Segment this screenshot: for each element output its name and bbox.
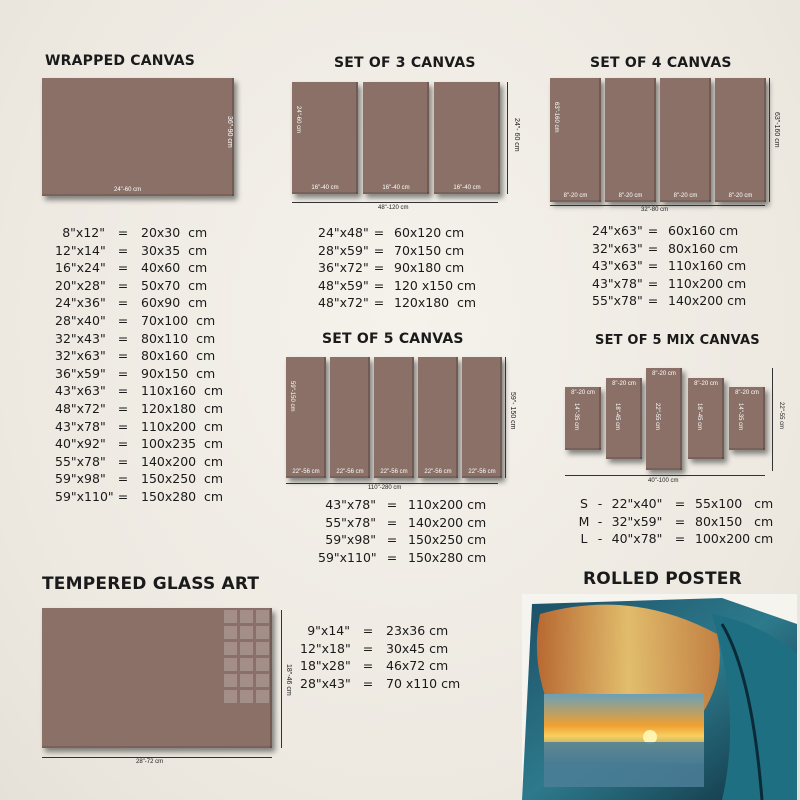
size-row <box>55 259 223 277</box>
rolled-poster-image <box>522 594 797 800</box>
equals-sign: = <box>647 293 659 309</box>
equals-sign: = <box>386 532 398 548</box>
size-cm: 30x45 cm <box>386 640 449 656</box>
size-inches: 8"x12" <box>62 225 105 240</box>
glass-height-line <box>281 610 282 748</box>
poster-title: ROLLED POSTER <box>583 569 742 589</box>
size-row <box>318 496 486 514</box>
size-row <box>318 242 476 260</box>
size-inches: 32"x59" <box>611 513 663 529</box>
wrapped-width-label: 24"-60 cm <box>114 187 142 193</box>
canvas-panel <box>374 357 414 478</box>
size-inches: 20"x28" <box>55 277 106 293</box>
equals-sign: = <box>117 260 129 276</box>
size-cm: 30x35 cm <box>141 242 208 258</box>
mix-panel-width-label: 8"-20 cm <box>694 381 718 387</box>
size-code: L <box>580 531 588 547</box>
equals-sign: = <box>373 242 385 258</box>
size-inches: 32"x63" <box>592 240 643 256</box>
equals-sign: = <box>117 348 129 364</box>
canvas-panel <box>418 357 458 478</box>
set3-width-line <box>292 202 498 203</box>
mix-size-row <box>577 530 773 548</box>
set5mix-right-label: 22"-55 cm <box>778 402 784 430</box>
size-cm: 40x60 cm <box>141 260 208 276</box>
size-row <box>592 222 746 240</box>
size-inches: 55"x78" <box>55 453 106 469</box>
canvas-panel <box>330 357 370 478</box>
wrapped-height-label: 36"-90 cm <box>226 116 233 148</box>
panel-width-label: 22"-56 cm <box>424 469 452 475</box>
size-row <box>318 531 486 549</box>
canvas-panel <box>550 78 601 202</box>
size-cm: 80x160 cm <box>668 240 739 256</box>
canvas-panel <box>660 78 711 202</box>
panel-width-label: 8"-20 cm <box>563 193 588 199</box>
size-row <box>55 365 223 383</box>
size-cm: 55x100 cm <box>695 496 774 511</box>
mix-canvas-panel <box>729 387 765 450</box>
size-row <box>55 453 223 471</box>
set5-size-list <box>318 496 486 566</box>
set5-height-label: 59"- 150 cm <box>509 392 516 430</box>
size-row <box>592 257 746 275</box>
size-inches: 43"x78" <box>55 418 106 434</box>
size-inches: 28"x43" <box>300 675 351 691</box>
size-code: M <box>578 513 590 529</box>
glass-title: TEMPERED GLASS ART <box>42 574 260 594</box>
set5-height-line <box>505 357 506 478</box>
equals-sign: = <box>117 225 129 240</box>
mix-size-row <box>577 513 773 531</box>
panel-height-label: 59"-150 cm <box>289 381 295 412</box>
size-row <box>55 418 223 436</box>
size-cm: 150x280 cm <box>408 549 487 565</box>
size-row <box>55 488 223 506</box>
set5-width-line <box>286 483 498 484</box>
size-inches: 59"x110" <box>318 549 377 565</box>
set4-width-label: 32"-80 cm <box>641 207 669 213</box>
equals-sign: = <box>117 453 129 469</box>
size-inches: 43"x63" <box>592 258 643 274</box>
size-cm: 80x110 cm <box>141 330 216 346</box>
equals-sign: = <box>373 277 385 293</box>
size-row <box>55 382 223 400</box>
equals-sign: = <box>674 496 686 511</box>
size-row <box>55 330 223 348</box>
size-row <box>318 294 476 312</box>
equals-sign: = <box>386 497 398 512</box>
size-cm: 23x36 cm <box>386 623 449 638</box>
size-cm: 46x72 cm <box>386 658 449 674</box>
size-inches: 18"x28" <box>300 658 351 674</box>
size-inches: 28"x59" <box>318 242 369 258</box>
equals-sign: = <box>674 513 686 529</box>
set5mix-title: SET OF 5 MIX CANVAS <box>595 333 760 348</box>
size-row <box>318 259 476 277</box>
size-cm: 50x70 cm <box>141 277 208 293</box>
size-cm: 110x160 cm <box>141 383 224 399</box>
mix-canvas-panel <box>646 368 682 470</box>
size-row <box>318 514 486 532</box>
size-inches: 24"x63" <box>592 223 643 238</box>
set5mix-size-list <box>577 495 773 548</box>
equals-sign: = <box>386 549 398 565</box>
equals-sign: = <box>117 418 129 434</box>
size-row <box>592 240 746 258</box>
set4-height-label: 63"-160 cm <box>773 112 780 148</box>
mix-panel-height-label: 18"-45 cm <box>614 402 620 430</box>
mix-canvas-panel <box>606 378 642 459</box>
size-cm: 140x200 cm <box>668 293 747 309</box>
equals-sign: = <box>362 675 374 691</box>
set3-title: SET OF 3 CANVAS <box>334 55 476 71</box>
size-cm: 150x250 cm <box>408 532 487 548</box>
glass-size-list <box>300 622 460 692</box>
equals-sign: = <box>674 531 686 547</box>
canvas-panel <box>292 82 358 194</box>
glass-height-label: 18"-46 cm <box>285 664 292 696</box>
equals-sign: = <box>117 277 129 293</box>
equals-sign: = <box>362 640 374 656</box>
size-cm: 150x280 cm <box>141 488 224 504</box>
set3-size-list <box>318 224 476 312</box>
size-cm: 100x235 cm <box>141 436 224 452</box>
size-inches: 16"x24" <box>55 260 106 276</box>
panel-width-label: 8"-20 cm <box>728 193 753 199</box>
size-code: S <box>580 496 588 511</box>
set5mix-width-line <box>565 475 765 476</box>
mix-panel-width-label: 8"-20 cm <box>652 371 676 377</box>
wrapped-canvas-panel <box>42 78 234 196</box>
panel-width-label: 22"-56 cm <box>336 469 364 475</box>
size-cm: 90x180 cm <box>394 260 465 276</box>
size-cm: 110x200 cm <box>141 418 224 434</box>
size-inches: 48"x59" <box>318 277 369 293</box>
equals-sign: = <box>117 471 129 487</box>
size-inches: 36"x59" <box>55 365 106 381</box>
set3-height-line <box>507 82 508 194</box>
size-cm: 120x180 cm <box>141 400 224 416</box>
size-row <box>55 277 223 295</box>
panel-height-label: 24"-60 cm <box>295 106 301 134</box>
mix-panel-width-label: 8"-20 cm <box>571 390 595 396</box>
mix-panel-height-label: 14"-35 cm <box>573 402 579 430</box>
panel-width-label: 8"-20 cm <box>618 193 643 199</box>
size-inches: 55"x78" <box>592 293 643 309</box>
size-inches: 9"x14" <box>307 623 350 638</box>
panel-height-label: 63"-160 cm <box>553 102 559 133</box>
panel-width-label: 16"-40 cm <box>453 185 481 191</box>
size-inches: 43"x63" <box>55 383 106 399</box>
size-row <box>55 470 223 488</box>
set3-width-label: 48"-120 cm <box>378 205 409 211</box>
wrapped-size-list <box>55 224 223 506</box>
mix-panel-height-label: 14"-35 cm <box>737 402 743 430</box>
glass-width-label: 28"-72 cm <box>136 759 164 765</box>
dash: - <box>597 531 603 547</box>
size-cm: 80x150 cm <box>695 513 774 529</box>
size-row <box>55 294 223 312</box>
equals-sign: = <box>386 514 398 530</box>
size-row <box>55 435 223 453</box>
canvas-panel <box>286 357 326 478</box>
panel-width-label: 8"-20 cm <box>673 193 698 199</box>
dash: - <box>597 496 603 511</box>
canvas-panel <box>462 357 502 478</box>
equals-sign: = <box>373 295 385 311</box>
equals-sign: = <box>117 488 129 504</box>
size-row <box>55 224 223 242</box>
panel-width-label: 22"-56 cm <box>468 469 496 475</box>
mix-canvas-panel <box>688 378 724 459</box>
size-cm: 70 x110 cm <box>386 675 461 691</box>
size-inches: 43"x78" <box>325 497 376 512</box>
panel-width-label: 16"-40 cm <box>382 185 410 191</box>
equals-sign: = <box>117 295 129 311</box>
glass-panel <box>42 608 272 748</box>
canvas-panel <box>715 78 766 202</box>
equals-sign: = <box>117 242 129 258</box>
size-inches: 28"x40" <box>55 312 106 328</box>
equals-sign: = <box>117 436 129 452</box>
size-inches: 12"x18" <box>300 640 351 656</box>
canvas-panel <box>434 82 500 194</box>
mix-panel-height-label: 18"-45 cm <box>696 402 702 430</box>
equals-sign: = <box>647 223 659 238</box>
size-inches: 48"x72" <box>318 295 369 311</box>
set5mix-height-line <box>772 368 773 471</box>
size-inches: 59"x98" <box>325 532 376 548</box>
size-cm: 80x160 cm <box>141 348 216 364</box>
set5-width-label: 110"-280 cm <box>368 485 402 491</box>
size-row <box>55 242 223 260</box>
size-inches: 48"x72" <box>55 400 106 416</box>
canvas-panel <box>605 78 656 202</box>
size-cm: 140x200 cm <box>141 453 224 469</box>
glass-width-line <box>42 757 272 758</box>
size-cm: 120x180 cm <box>394 295 477 311</box>
equals-sign: = <box>373 225 385 240</box>
size-inches: 40"x78" <box>611 531 663 547</box>
equals-sign: = <box>362 658 374 674</box>
size-cm: 60x160 cm <box>668 223 739 238</box>
equals-sign: = <box>362 623 374 638</box>
size-row <box>592 292 746 310</box>
size-cm: 60x120 cm <box>394 225 465 240</box>
size-cm: 110x200 cm <box>668 275 747 291</box>
equals-sign: = <box>647 240 659 256</box>
size-inches: 24"x36" <box>55 295 106 311</box>
size-cm: 90x150 cm <box>141 365 216 381</box>
size-inches: 40"x92" <box>55 436 106 452</box>
equals-sign: = <box>117 383 129 399</box>
size-inches: 22"x40" <box>611 496 663 511</box>
size-cm: 20x30 cm <box>141 225 208 240</box>
size-cm: 70x100 cm <box>141 312 216 328</box>
size-inches: 43"x78" <box>592 275 643 291</box>
mix-canvas-panel <box>565 387 601 450</box>
size-row <box>318 549 486 567</box>
set4-size-list <box>592 222 746 310</box>
mix-panel-height-label: 22"-55 cm <box>654 403 660 431</box>
panel-width-label: 22"-56 cm <box>292 469 320 475</box>
size-cm: 110x160 cm <box>668 258 747 274</box>
size-row <box>318 224 476 242</box>
panel-width-label: 22"-56 cm <box>380 469 408 475</box>
equals-sign: = <box>117 330 129 346</box>
glass-reflection <box>224 610 269 703</box>
size-inches: 55"x78" <box>325 514 376 530</box>
canvas-panel <box>363 82 429 194</box>
dash: - <box>597 513 603 529</box>
size-cm: 140x200 cm <box>408 514 487 530</box>
size-row <box>300 640 460 658</box>
set4-title: SET OF 4 CANVAS <box>590 55 732 71</box>
size-inches: 32"x63" <box>55 348 106 364</box>
size-row <box>318 277 476 295</box>
size-row <box>592 275 746 293</box>
equals-sign: = <box>373 260 385 276</box>
size-inches: 24"x48" <box>318 225 369 240</box>
size-row <box>300 675 460 693</box>
size-cm: 110x200 cm <box>408 497 487 512</box>
size-cm: 60x90 cm <box>141 295 208 311</box>
equals-sign: = <box>117 312 129 328</box>
size-row <box>55 312 223 330</box>
wrapped-canvas-title: WRAPPED CANVAS <box>45 53 196 69</box>
size-row <box>300 657 460 675</box>
size-cm: 100x200 cm <box>695 531 774 547</box>
set3-height-label: 24"- 60 cm <box>513 118 520 152</box>
mix-panel-width-label: 8"-20 cm <box>612 381 636 387</box>
size-cm: 150x250 cm <box>141 471 224 487</box>
size-inches: 59"x98" <box>55 471 106 487</box>
equals-sign: = <box>647 275 659 291</box>
set4-width-line <box>550 205 765 206</box>
panel-width-label: 16"-40 cm <box>311 185 339 191</box>
set5-title: SET OF 5 CANVAS <box>322 331 464 347</box>
mix-size-row <box>577 495 773 513</box>
size-cm: 70x150 cm <box>394 242 465 258</box>
size-cm: 120 x150 cm <box>394 277 477 293</box>
size-row <box>300 622 460 640</box>
mix-panel-width-label: 8"-20 cm <box>735 390 759 396</box>
size-row <box>55 347 223 365</box>
equals-sign: = <box>117 400 129 416</box>
set5mix-width-label: 40"-100 cm <box>648 478 679 484</box>
size-row <box>55 400 223 418</box>
size-inches: 36"x72" <box>318 260 369 276</box>
equals-sign: = <box>117 365 129 381</box>
equals-sign: = <box>647 258 659 274</box>
size-inches: 59"x110" <box>55 488 114 504</box>
size-inches: 32"x43" <box>55 330 106 346</box>
size-inches: 12"x14" <box>55 242 106 258</box>
set4-height-line <box>769 78 770 202</box>
